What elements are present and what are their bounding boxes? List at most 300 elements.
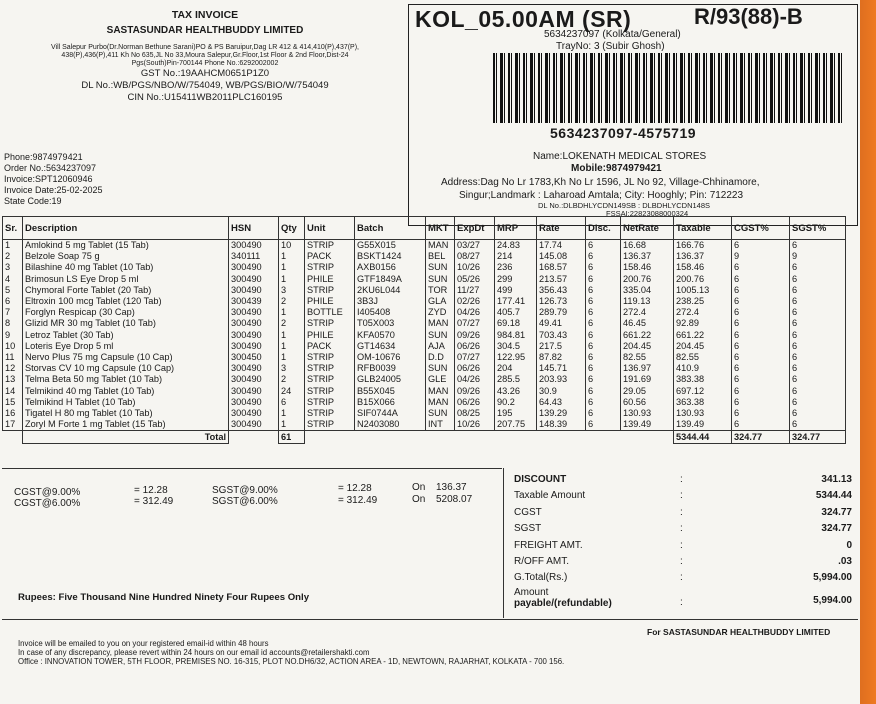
column-header: Taxable — [674, 217, 732, 240]
table-cell: 6 — [790, 419, 846, 431]
table-cell: 3 — [279, 285, 305, 296]
table-cell: 130.93 — [674, 408, 732, 419]
column-header: ExpDt — [455, 217, 495, 240]
table-cell: 122.95 — [495, 352, 537, 363]
invoice-date: Invoice Date:25-02-2025 — [4, 185, 103, 195]
table-cell: 158.46 — [674, 262, 732, 273]
table-cell: SUN — [426, 330, 455, 341]
column-header: Unit — [305, 217, 355, 240]
table-cell: 6 — [732, 240, 790, 252]
table-cell: 10 — [3, 341, 23, 352]
sgst9-value: = 12.28 — [338, 483, 372, 494]
table-row — [3, 386, 846, 397]
table-cell: 2KU6L044 — [355, 285, 426, 296]
table-cell: Telmikind H Tablet (10 Tab) — [23, 397, 229, 408]
company-header — [0, 10, 410, 104]
sgst6-label: SGST@6.00% — [212, 496, 278, 507]
company-address-2: 438(P),436(P),411 Kh No 635,JL No 33,Moura Salepur,Gr.Floor,1st Floor & 2nd Floor,Dist-24 — [61, 52, 349, 59]
table-cell: Chymoral Forte Tablet (20 Tab) — [23, 285, 229, 296]
table-cell: 661.22 — [621, 330, 674, 341]
amount-payable-label — [514, 587, 612, 609]
column-header: Description — [23, 217, 229, 240]
table-cell: 1 — [3, 240, 23, 252]
totals-label: DISCOUNT — [514, 474, 567, 485]
table-cell: 6 — [790, 318, 846, 329]
company-dl: DL No.:WB/PGS/NBO/W/754049, WB/PGS/BIO/W/754049 — [81, 80, 329, 91]
table-cell: 87.82 — [537, 352, 586, 363]
column-header: CGST% — [732, 217, 790, 240]
customer-fssai: FSSAI:22823088000324 — [606, 209, 689, 218]
total-cell — [229, 431, 279, 444]
table-cell: 08/25 — [455, 408, 495, 419]
table-cell: 177.41 — [495, 296, 537, 307]
table-cell: B55X045 — [355, 386, 426, 397]
table-cell: 3 — [3, 262, 23, 273]
table-cell: GTF1849A — [355, 274, 426, 285]
table-cell: 06/26 — [455, 363, 495, 374]
table-cell: 69.18 — [495, 318, 537, 329]
table-cell: OM-10676 — [355, 352, 426, 363]
table-cell: Brimosun LS Eye Drop 5 ml — [23, 274, 229, 285]
column-header: Batch — [355, 217, 426, 240]
table-row — [3, 274, 846, 285]
table-cell: STRIP — [305, 262, 355, 273]
total-cell: 324.77 — [732, 431, 790, 444]
table-cell: 139.29 — [537, 408, 586, 419]
cgst6-value: = 312.49 — [134, 496, 174, 507]
table-cell: Zoryl M Forte 1 mg Tablet (15 Tab) — [23, 419, 229, 431]
table-cell: PHILE — [305, 296, 355, 307]
table-cell: 04/26 — [455, 374, 495, 385]
table-cell: 6 — [790, 285, 846, 296]
company-gst: GST No.:19AAHCM0651P1Z0 — [140, 68, 270, 79]
table-cell: 6 — [732, 307, 790, 318]
table-cell: GT14634 — [355, 341, 426, 352]
table-cell: Telma Beta 50 mg Tablet (10 Tab) — [23, 374, 229, 385]
table-cell: 08/27 — [455, 251, 495, 262]
customer-name: Name:LOKENATH MEDICAL STORES — [533, 151, 707, 162]
table-cell: 119.13 — [621, 296, 674, 307]
table-cell: 1 — [279, 307, 305, 318]
table-cell: 145.71 — [537, 363, 586, 374]
table-cell: SIF0744A — [355, 408, 426, 419]
table-cell: 90.2 — [495, 397, 537, 408]
table-cell: Belzole Soap 75 g — [23, 251, 229, 262]
table-cell: 6 — [732, 419, 790, 431]
totals-value: 324.77 — [821, 523, 852, 534]
table-cell: 30.9 — [537, 386, 586, 397]
table-cell: 1 — [279, 419, 305, 431]
amount-in-words: Rupees: Five Thousand Nine Hundred Ninety Four Rupees Only — [18, 592, 310, 603]
table-cell: 2 — [279, 296, 305, 307]
table-cell: 300450 — [229, 352, 279, 363]
table-cell: 6 — [732, 262, 790, 273]
table-cell: 4 — [3, 274, 23, 285]
table-cell: 6 — [732, 374, 790, 385]
table-cell: 1 — [279, 330, 305, 341]
total-cell — [586, 431, 621, 444]
table-cell: BOTTLE — [305, 307, 355, 318]
table-cell: TOR — [426, 285, 455, 296]
totals-colon: : — [680, 572, 683, 583]
table-cell: 6 — [586, 296, 621, 307]
table-cell: 8 — [3, 318, 23, 329]
table-cell: 1 — [279, 262, 305, 273]
table-cell: 300490 — [229, 307, 279, 318]
table-cell: 272.4 — [621, 307, 674, 318]
table-cell: 166.76 — [674, 240, 732, 252]
table-cell: GLB24005 — [355, 374, 426, 385]
table-cell: N2403080 — [355, 419, 426, 431]
table-cell: 05/26 — [455, 274, 495, 285]
table-cell: 136.97 — [621, 363, 674, 374]
table-cell: STRIP — [305, 397, 355, 408]
table-cell: 5 — [3, 285, 23, 296]
barcode-number: 5634237097-4575719 — [550, 125, 697, 141]
table-row — [3, 341, 846, 352]
table-cell: 356.43 — [537, 285, 586, 296]
customer-dl: DL No.:DLBDHLYCDN149SB : DLBDHLYCDN148S — [538, 201, 711, 210]
total-row — [3, 431, 846, 444]
table-cell: SUN — [426, 274, 455, 285]
table-row — [3, 330, 846, 341]
table-cell: 6 — [790, 330, 846, 341]
on-label-1: On — [412, 482, 426, 493]
table-cell: 1 — [279, 352, 305, 363]
table-cell: STRIP — [305, 352, 355, 363]
table-cell: 6 — [586, 386, 621, 397]
table-cell: STRIP — [305, 374, 355, 385]
table-cell: INT — [426, 419, 455, 431]
table-cell: 6 — [790, 408, 846, 419]
table-cell: 383.38 — [674, 374, 732, 385]
column-header: MKT — [426, 217, 455, 240]
totals-divider — [503, 468, 504, 618]
total-cell — [537, 431, 586, 444]
table-cell: G55X015 — [355, 240, 426, 252]
table-cell: 214 — [495, 251, 537, 262]
table-cell: PHILE — [305, 330, 355, 341]
table-cell: 139.49 — [621, 419, 674, 431]
table-cell: 204.45 — [621, 341, 674, 352]
table-cell: 09/26 — [455, 386, 495, 397]
column-header: MRP — [495, 217, 537, 240]
table-cell: 405.7 — [495, 307, 537, 318]
table-cell: PHILE — [305, 274, 355, 285]
table-cell: GLA — [426, 296, 455, 307]
table-cell: 6 — [732, 386, 790, 397]
table-cell: 2 — [3, 251, 23, 262]
table-cell: 6 — [790, 352, 846, 363]
table-cell: 6 — [790, 296, 846, 307]
totals-value: 0 — [846, 540, 852, 551]
table-cell: Tigatel H 80 mg Tablet (10 Tab) — [23, 408, 229, 419]
table-cell: 6 — [790, 262, 846, 273]
table-cell: STRIP — [305, 363, 355, 374]
table-cell: 299 — [495, 274, 537, 285]
table-cell: 29.05 — [621, 386, 674, 397]
totals-label: Taxable Amount — [514, 490, 586, 501]
customer-address: Address:Dag No Lr 1783,Kh No Lr 1596, JL No 92, Village-Chhinamore, — [441, 177, 760, 188]
table-cell: 300490 — [229, 363, 279, 374]
footer-divider — [2, 619, 858, 620]
table-cell: 703.43 — [537, 330, 586, 341]
footer-line-1: Invoice will be emailed to you on your registered email-id within 48 hours — [18, 639, 269, 648]
table-row — [3, 285, 846, 296]
table-cell: 14 — [3, 386, 23, 397]
table-cell: 158.46 — [621, 262, 674, 273]
column-header: Qty — [279, 217, 305, 240]
table-cell: 1 — [279, 251, 305, 262]
table-cell: STRIP — [305, 386, 355, 397]
table-row — [3, 240, 846, 252]
table-cell: 300490 — [229, 419, 279, 431]
table-row — [3, 262, 846, 273]
table-cell: 13 — [3, 374, 23, 385]
total-cell — [3, 431, 23, 444]
invoice-title: TAX INVOICE — [171, 9, 239, 21]
table-cell: 300490 — [229, 374, 279, 385]
totals-label: CGST — [514, 507, 542, 518]
table-cell: 16.68 — [621, 240, 674, 252]
table-cell: 9 — [3, 330, 23, 341]
table-cell: 6 — [586, 330, 621, 341]
footer-line-3: Office : INNOVATION TOWER, 5TH FLOOR, PREMISES NO. 16-315, PLOT NO.DH6/32, ACTION AREA - 1D, NEWTOWN, RAJARHAT, KOLKATA - 700 156. — [18, 657, 565, 666]
table-cell: 92.89 — [674, 318, 732, 329]
table-cell: 03/27 — [455, 240, 495, 252]
phone: Phone:9874979421 — [4, 152, 83, 162]
table-cell: 300490 — [229, 274, 279, 285]
table-cell: 7 — [3, 307, 23, 318]
totals-colon: : — [680, 507, 683, 518]
column-header: SGST% — [790, 217, 846, 240]
table-cell: 60.56 — [621, 397, 674, 408]
table-cell: 6 — [790, 397, 846, 408]
table-cell: MAN — [426, 386, 455, 397]
table-cell: 09/26 — [455, 330, 495, 341]
sgst9-label: SGST@9.00% — [212, 485, 278, 496]
total-cell — [455, 431, 495, 444]
table-cell: 6 — [732, 363, 790, 374]
table-cell: 6 — [586, 419, 621, 431]
table-cell: 272.4 — [674, 307, 732, 318]
company-address-3: Pgs(South)Pin-700144 Phone No.:6292002002 — [131, 60, 279, 67]
total-cell: 5344.44 — [674, 431, 732, 444]
table-cell: 3B3J — [355, 296, 426, 307]
table-cell: I405408 — [355, 307, 426, 318]
barcode — [493, 53, 845, 123]
table-cell: 6 — [586, 307, 621, 318]
customer-mobile: Mobile:9874979421 — [571, 163, 662, 174]
table-row — [3, 318, 846, 329]
column-header: Disc. — [586, 217, 621, 240]
table-cell: 195 — [495, 408, 537, 419]
total-cell — [621, 431, 674, 444]
route-sub: 5634237097 (Kolkata/General) — [544, 29, 681, 40]
table-cell: 9 — [732, 251, 790, 262]
column-header: NetRate — [621, 217, 674, 240]
column-header: HSN — [229, 217, 279, 240]
total-cell — [495, 431, 537, 444]
table-row — [3, 408, 846, 419]
table-cell: 213.57 — [537, 274, 586, 285]
table-cell: 3 — [279, 363, 305, 374]
table-cell: 285.5 — [495, 374, 537, 385]
table-cell: 06/26 — [455, 397, 495, 408]
sgst6-value: = 312.49 — [338, 495, 378, 506]
totals-value: 324.77 — [821, 507, 852, 518]
table-cell: 148.39 — [537, 419, 586, 431]
table-cell: 6 — [586, 262, 621, 273]
table-cell: 1 — [279, 274, 305, 285]
table-header-row — [3, 217, 846, 240]
table-cell: 6 — [586, 374, 621, 385]
table-cell: 6 — [732, 285, 790, 296]
table-row — [3, 352, 846, 363]
table-cell: MAN — [426, 240, 455, 252]
table-cell: 300439 — [229, 296, 279, 307]
table-cell: 300490 — [229, 285, 279, 296]
totals-value: 5,994.00 — [813, 572, 852, 583]
table-cell: 363.38 — [674, 397, 732, 408]
table-cell: 300490 — [229, 318, 279, 329]
table-cell: MAN — [426, 397, 455, 408]
table-cell: 12 — [3, 363, 23, 374]
table-cell: 6 — [586, 318, 621, 329]
on-value-1: 136.37 — [436, 482, 467, 493]
table-cell: 24.83 — [495, 240, 537, 252]
table-cell: 204.45 — [674, 341, 732, 352]
table-row — [3, 363, 846, 374]
amount-payable-value: 5,994.00 — [813, 595, 852, 606]
table-cell: SUN — [426, 408, 455, 419]
total-cell: 61 — [279, 431, 305, 444]
table-cell: 9 — [790, 251, 846, 262]
table-cell: 136.37 — [621, 251, 674, 262]
table-cell: 6 — [790, 341, 846, 352]
table-cell: 6 — [732, 408, 790, 419]
table-cell: 410.9 — [674, 363, 732, 374]
table-cell: 204 — [495, 363, 537, 374]
order-info — [4, 152, 103, 207]
table-cell: 236 — [495, 262, 537, 273]
table-cell: 238.25 — [674, 296, 732, 307]
table-cell: T05X003 — [355, 318, 426, 329]
totals-label: G.Total(Rs.) — [514, 572, 568, 583]
table-cell: 6 — [586, 363, 621, 374]
tray-number: TrayNo: 3 (Subir Ghosh) — [556, 41, 665, 52]
table-cell: 6 — [790, 386, 846, 397]
totals-colon: : — [680, 474, 683, 485]
totals-value: 5344.44 — [815, 490, 852, 501]
table-row — [3, 307, 846, 318]
table-cell: Eltroxin 100 mcg Tablet (120 Tab) — [23, 296, 229, 307]
table-cell: 04/26 — [455, 307, 495, 318]
table-cell: AJA — [426, 341, 455, 352]
footer-line-2: In case of any discrepancy, please revert within 24 hours on our email id accounts@retailershakti.com — [18, 648, 370, 657]
table-cell: 130.93 — [621, 408, 674, 419]
route-ref: R/93(88)-B — [694, 4, 803, 29]
table-cell: 300490 — [229, 386, 279, 397]
total-cell — [426, 431, 455, 444]
table-cell: 07/27 — [455, 352, 495, 363]
table-cell: 17.74 — [537, 240, 586, 252]
amount-payable-label-1: Amount — [514, 587, 549, 598]
table-cell: 984.81 — [495, 330, 537, 341]
table-cell: 6 — [586, 251, 621, 262]
table-cell: 6 — [790, 363, 846, 374]
table-row — [3, 374, 846, 385]
table-cell: 340111 — [229, 251, 279, 262]
table-cell: KFA0570 — [355, 330, 426, 341]
table-cell: 136.37 — [674, 251, 732, 262]
totals-colon: : — [680, 523, 683, 534]
totals-value: 341.13 — [821, 474, 852, 485]
table-cell: 2 — [279, 318, 305, 329]
table-row — [3, 296, 846, 307]
company-address-1: Vill Salepur Purbo(Dr.Norman Bethune Sarani)PO & PS Baruipur,Dag LR 412 & 414,410(P),437(P), — [50, 44, 360, 51]
table-cell: STRIP — [305, 285, 355, 296]
amount-payable-label-2: payable/(refundable) — [514, 598, 612, 609]
table-cell: 191.69 — [621, 374, 674, 385]
table-cell: 15 — [3, 397, 23, 408]
company-cin: CIN No.:U15411WB2011PLC160195 — [127, 92, 283, 103]
table-cell: D.D — [426, 352, 455, 363]
table-cell: 145.08 — [537, 251, 586, 262]
totals-value: .03 — [838, 556, 852, 567]
table-cell: 49.41 — [537, 318, 586, 329]
table-cell: PACK — [305, 341, 355, 352]
table-cell: BEL — [426, 251, 455, 262]
table-cell: Loteris Eye Drop 5 ml — [23, 341, 229, 352]
table-cell: 300490 — [229, 341, 279, 352]
table-cell: 10/26 — [455, 262, 495, 273]
table-cell: 6 — [279, 397, 305, 408]
table-cell: BSKT1424 — [355, 251, 426, 262]
items-table — [2, 216, 846, 444]
table-cell: 6 — [586, 408, 621, 419]
table-cell: Glizid MR 30 mg Tablet (10 Tab) — [23, 318, 229, 329]
table-cell: Amlokind 5 mg Tablet (15 Tab) — [23, 240, 229, 252]
table-cell: 6 — [790, 240, 846, 252]
order-number: Order No.:5634237097 — [4, 163, 97, 173]
table-cell: 203.93 — [537, 374, 586, 385]
table-cell: PACK — [305, 251, 355, 262]
table-cell: 6 — [586, 240, 621, 252]
table-row — [3, 419, 846, 431]
totals-label: R/OFF AMT. — [514, 556, 569, 567]
table-cell: STRIP — [305, 318, 355, 329]
table-cell: SUN — [426, 262, 455, 273]
table-cell: Telmikind 40 mg Tablet (10 Tab) — [23, 386, 229, 397]
table-cell: 126.73 — [537, 296, 586, 307]
on-value-2: 5208.07 — [436, 494, 473, 505]
total-cell: Total — [23, 431, 229, 444]
table-cell: Nervo Plus 75 mg Capsule (10 Cap) — [23, 352, 229, 363]
table-cell: Bilashine 40 mg Tablet (10 Tab) — [23, 262, 229, 273]
amount-payable-colon: : — [680, 597, 683, 608]
totals-colon: : — [680, 490, 683, 501]
table-cell: 6 — [586, 274, 621, 285]
table-cell: 6 — [732, 274, 790, 285]
table-cell: 06/26 — [455, 341, 495, 352]
table-cell: 289.79 — [537, 307, 586, 318]
table-cell: 335.04 — [621, 285, 674, 296]
table-cell: 200.76 — [674, 274, 732, 285]
table-cell: RFB0039 — [355, 363, 426, 374]
table-cell: 139.49 — [674, 419, 732, 431]
table-cell: 304.5 — [495, 341, 537, 352]
